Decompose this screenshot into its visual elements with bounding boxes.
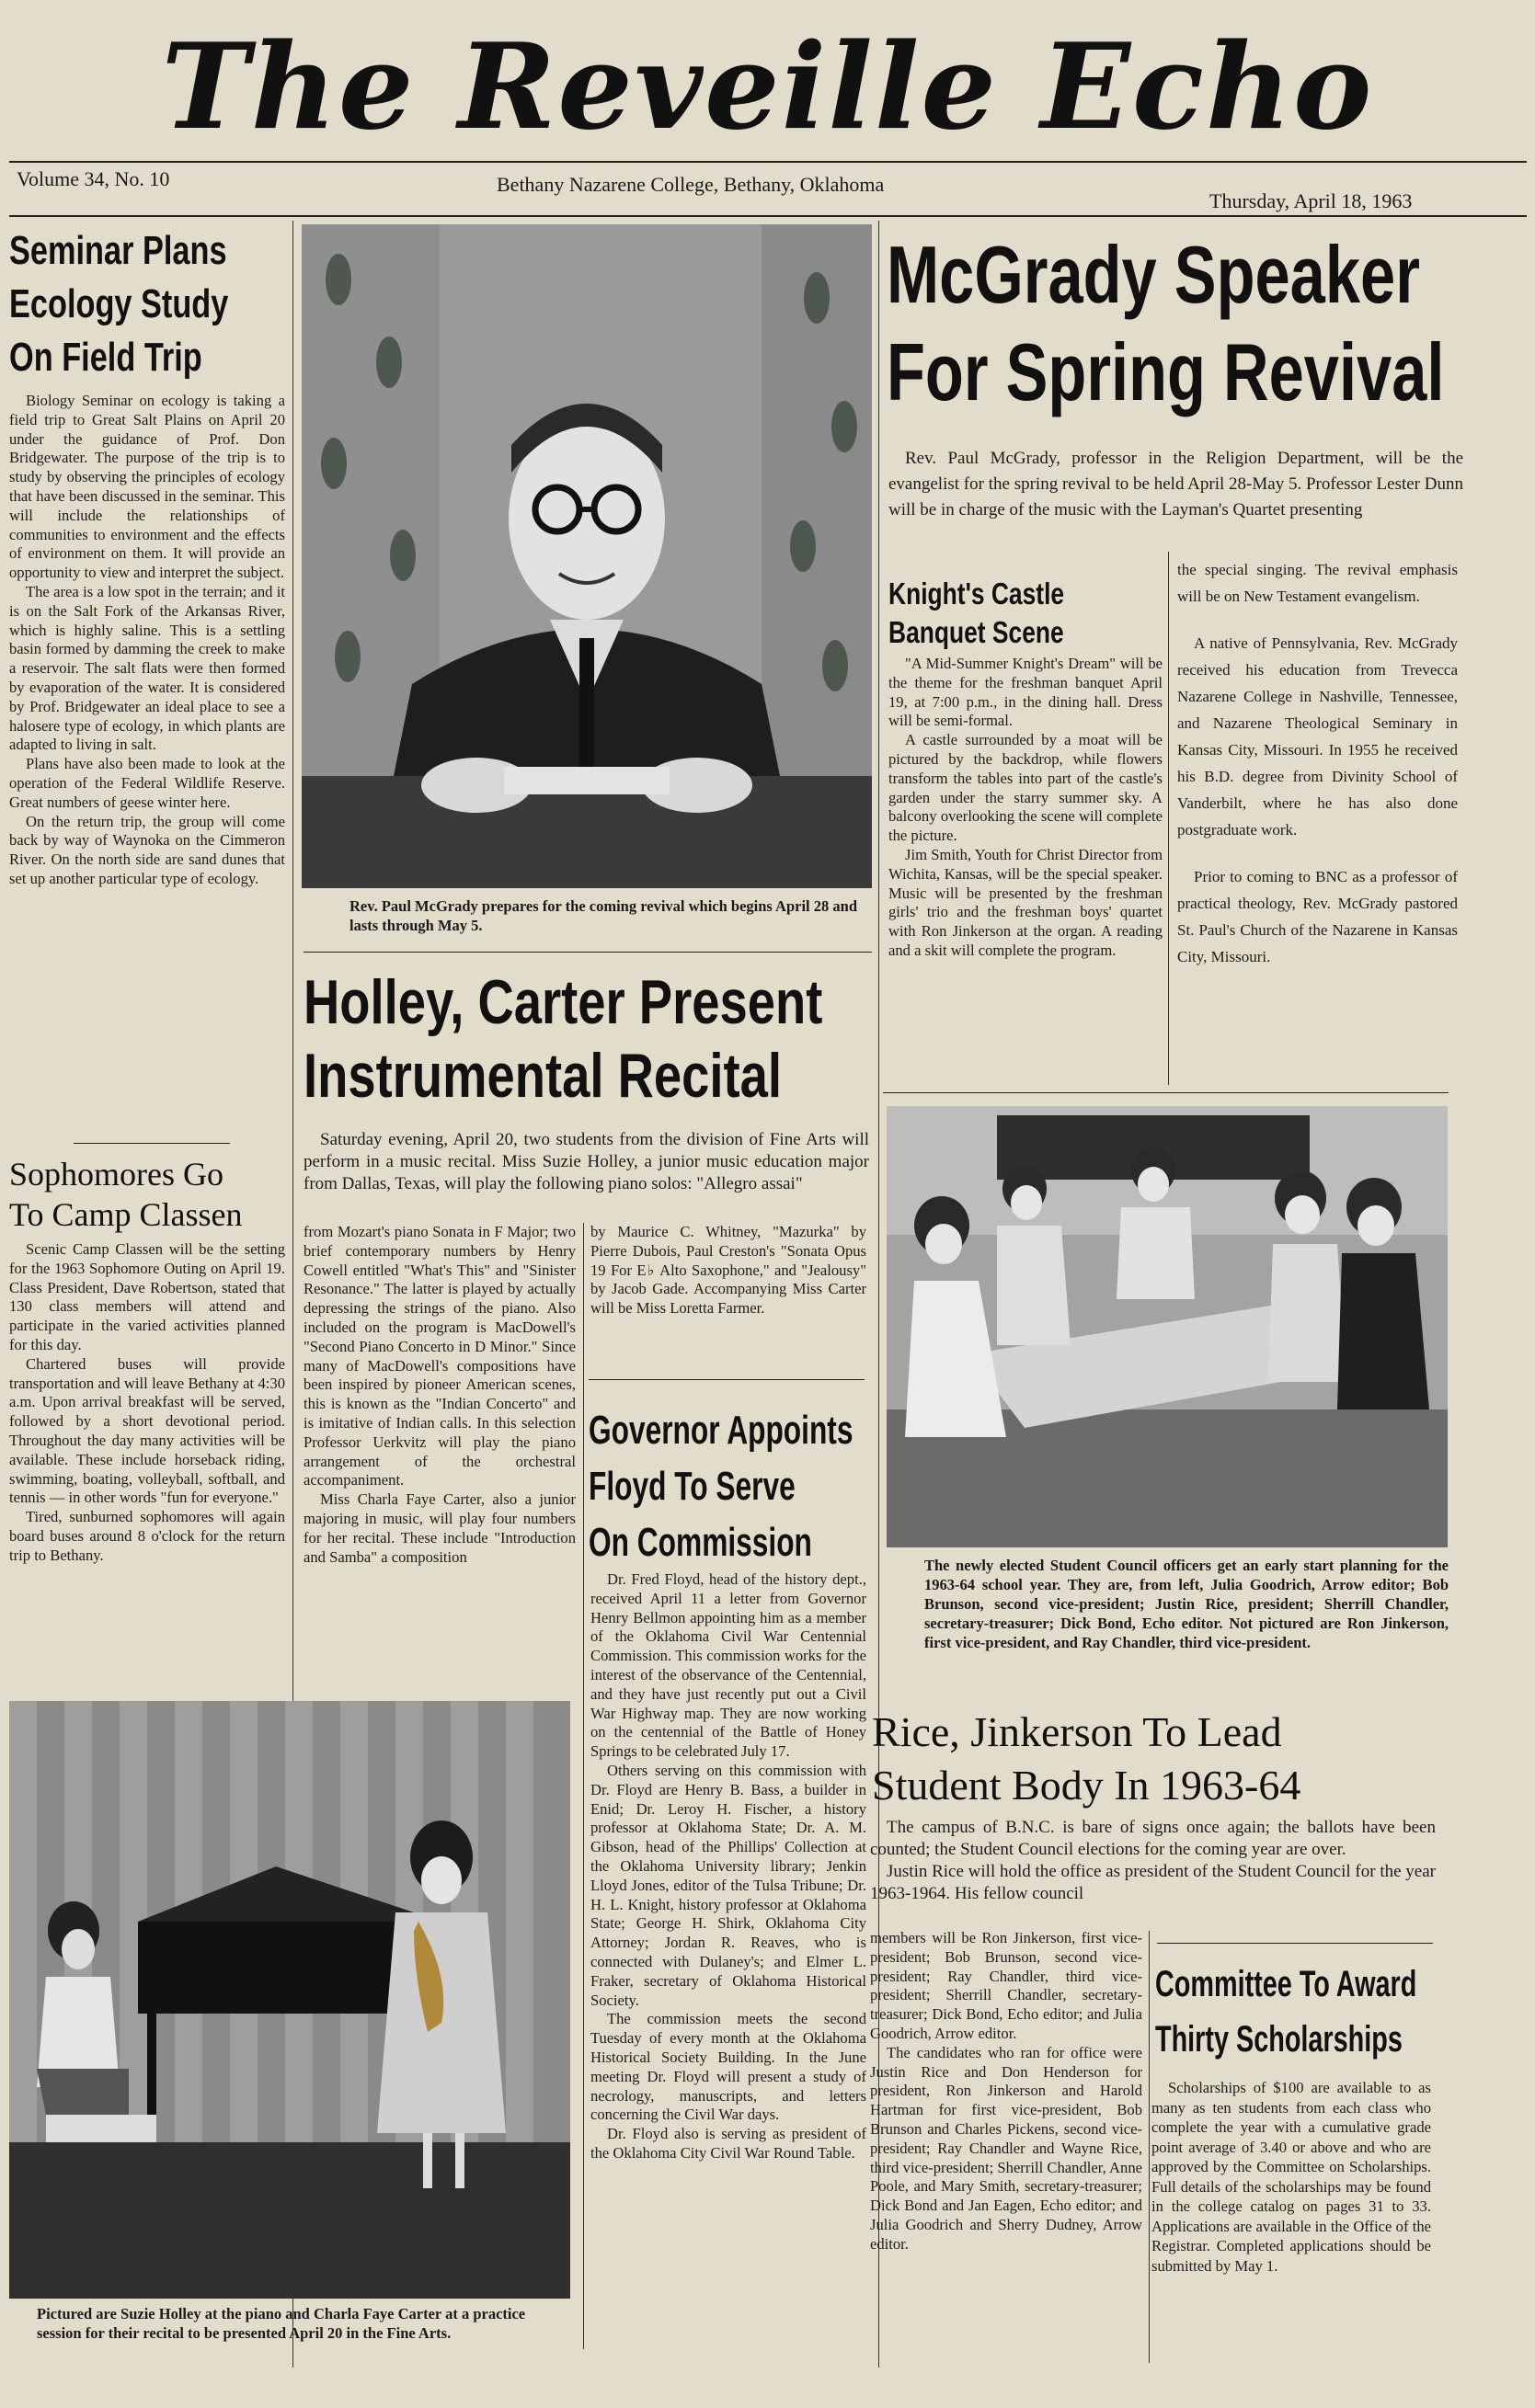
mcgrady-paragraph: A native of Pennsylvania, Rev. McGrady received his education from Trevecca Nazarene College in Nashville, Tennessee, and Nazarene Theological Seminary in Kansas City, Missouri. In 1955 he received his B.D. degree from Divinity School of Vanderbilt, where he has also done postgraduate work. [1177,634,1458,839]
sophomores-paragraph: Scenic Camp Classen will be the setting for the 1963 Sophomore Outing on April 19. Class President, Dave Robertson, stated that 130 class members will attend and participate in the varied activities planned for this day. [9,1240,285,1353]
sophomores-article [9,1154,285,1566]
recital-column-1 [304,1223,576,1567]
mcgrady-body [1177,556,1458,970]
seminar-paragraph: The area is a low spot in the terrain; and it is on the Salt Fork of the Arkansas River, which is highly saline. This is a settling basin formed by damming the creek to make a reservoir. The salt flats were then formed by evaporation of the water. It is considered by Prof. Bridgewater an ideal place to see a halosere type of ecology, in which plants are adapted to living in salt. [9,582,285,754]
mcgrady-paragraph: Prior to coming to BNC as a professor of practical theology, Rev. McGrady pastored St. Paul's Church of the Nazarene in Kansas City, Missouri. [1177,868,1458,965]
governor-headline-line-2: Floyd To Serve [589,1464,796,1509]
scholarships-paragraph: Scholarships of $100 are available to as many as ten students from each class who complete the year with a cumulative grade point average of 3.40 or above and who are approved by the Committee on Scholarships. Full details of the scholarships may be found in the college catalog on pages 31 to 33. Applications are available in the Office of the Registrar. Completed applications should be submitted by May 1. [1151,2079,1431,2275]
mcgrady-portrait-photo [302,224,872,888]
mcgrady-lead-paragraph: Rev. Paul McGrady, professor in the Religion Department, will be the evangelist for the spring revival to be held April 28-May 5. Professor Lester Dunn will be in charge of the music with the Layman's Quartet presenting [888,449,1463,519]
sophomores-paragraph: Tired, sunburned sophomores will again board buses around 8 o'clock for the return trip to Bethany. [9,1508,285,1564]
separator-rule [883,1092,1449,1093]
college-name: Bethany Nazarene College, Bethany, Oklahoma [497,173,885,196]
mcgrady-headline [887,226,1518,421]
student-council-caption: The newly elected Student Council officers get an early start planning for the 1963-64 school year. They are, from left, Julia Goodrich, Arrow editor; Bob Brunson, second vice-president; Justin Rice, president; Sherrill Chandler, secretary-treasurer; Dick Bond, Echo editor. Not pictured are Ron Jinkerson, first vice-president, and Ray Chandler, third vice-president. [924,1557,1449,1651]
scholarships-headline-line-1: Committee To Award [1155,1964,1417,2004]
recital-paragraph: Miss Charla Faye Carter, also a junior majoring in music, will play four numbers for her recital. These include "Introduction and Samba" a composition [304,1490,576,1566]
recital-lead-paragraph: Saturday evening, April 20, two students from the division of Fine Arts will perform in a music recital. Miss Suzie Holley, a junior music education major from Dallas, Texas, will play the following piano solos: "Allegro assai" [304,1130,869,1193]
column-rule-mcgrady [1168,552,1169,1085]
rice-lead-paragraph: Justin Rice will hold the office as president of the Student Council for the year 1963-1964. His fellow council [870,1862,1436,1903]
column-rule-rice [1149,1931,1150,2363]
governor-headline [589,1402,866,1570]
mcgrady-headline-line-2: For Spring Revival [887,326,1445,417]
rice-body [870,1929,1142,2254]
student-council-photo [887,1106,1448,1547]
mcgrady-photo-caption: Rev. Paul McGrady prepares for the coming revival which begins April 28 and lasts through May 5. [349,897,857,934]
governor-headline-line-1: Governor Appoints [589,1408,853,1453]
banquet-paragraph: A castle surrounded by a moat will be pictured by the backdrop, while flowers transform the tables into part of the castle's garden under the starry summer sky. A balcony overlooking the scene will complete the picture. [888,731,1163,845]
scholarships-headline [1155,1957,1460,2067]
sophomores-headline-line-1: Sophomores Go [9,1156,223,1193]
recital-headline-line-1: Holley, Carter Present [304,967,823,1037]
rice-paragraph: The candidates who ran for office were Justin Rice and Don Henderson for president, Ron Jinkerson and Harold Hartman for first vice-president, Bob Brunson and Charles Pickens, second vice-president; Ray Chandler and Wayne Rice, third vice-president; Sherrill Chandler, Anne Poole, and Mary Smith, secretary-treasurer; Dick Bond and Jan Eagen, Echo editor; and Julia Goodrich and Sherry Dudney, Arrow editor. [870,2043,1142,2253]
scholarships-headline-line-2: Thirty Scholarships [1155,2019,1403,2060]
portrait-illustration [302,224,872,888]
recital-headline [304,965,892,1113]
recital-photo-caption: Pictured are Suzie Holley at the piano and Charla Faye Carter at a practice session for their recital to be presented April 20 in the Fine Arts. [37,2305,526,2342]
recital-column-2 [590,1223,866,1318]
mcgrady-headline-line-1: McGrady Speaker [887,229,1420,320]
rice-lead-paragraph: The campus of B.N.C. is bare of signs once again; the ballots have been counted; the Student Council elections for the coming year are over. [870,1818,1436,1859]
separator-rule [1157,1943,1433,1944]
seminar-paragraph: Biology Seminar on ecology is taking a field trip to Great Salt Plains on April 20 under the guidance of Prof. Don Bridgewater. The purpose of the trip is to study by observing the principles of ecology that have been discussed in the seminar. This will include the relationships of communities to environment and the effects of environment on them. It will provide an opportunity to view and interpret the subject. [9,392,285,582]
rice-paragraph: members will be Ron Jinkerson, first vice-president; Bob Brunson, second vice-president; Ray Chandler, third vice-president; Sherrill Chandler, secretary-treasurer; Dick Bond, Echo editor; and Julia Goodrich, Arrow editor. [870,1929,1142,2042]
seminar-headline-line-2: Ecology Study [9,281,229,326]
seminar-paragraph: On the return trip, the group will come back by way of Waynoka on the Cimmeron River. On the north side are sand dunes that set up another particular type of ecology. [9,812,285,887]
governor-headline-line-3: On Commission [589,1520,812,1565]
banquet-headline-line-2: Banquet Scene [888,615,1064,649]
council-illustration [887,1106,1448,1547]
rice-lead [870,1817,1436,1905]
mcgrady-lead [888,446,1463,523]
masthead-title: The Reveille Echo [161,18,1374,156]
masthead-rule-top [9,161,1527,163]
seminar-article [9,224,285,889]
governor-body [590,1570,866,2163]
recital-lead [304,1129,869,1195]
separator-rule [74,1143,230,1144]
recital-paragraph: from Mozart's piano Sonata in F Major; two brief contemporary numbers by Henry Cowell entitled "What's This" and "Sinister Resonance." The latter is played by actually depressing the strings of the piano. Also included on the program is MacDowell's "Second Piano Concerto in D Minor." Since many of MacDowell's compositions have been inspired by pioneer American scenes, this is known as the "Indian Concerto" and is imitative of Indian calls. In this selection Professor Uerkvitz will play the piano arrangement of the orchestral accompaniment. [304,1223,576,1489]
mcgrady-paragraph: the special singing. The revival emphasis will be on New Testament evangelism. [1177,561,1458,605]
banquet-headline [888,575,1168,652]
seminar-headline-line-1: Seminar Plans [9,228,227,273]
recital-paragraph: by Maurice C. Whitney, "Mazurka" by Pierre Dubois, Paul Creston's "Sonata Opus 19 For E♭ Alto Saxophone," and "Jealousy" by Jacob Gade. Accompanying Miss Carter will be Miss Loretta Farmer. [590,1223,866,1318]
banquet-headline-line-1: Knight's Castle [888,576,1065,611]
rice-headline [872,1706,1300,1812]
rice-headline-line-2: Student Body In 1963-64 [872,1762,1301,1809]
separator-rule [304,952,872,953]
recital-illustration [9,1701,570,2299]
sophomores-body [9,1240,285,1566]
governor-paragraph: Others serving on this commission with Dr. Floyd are Henry B. Bass, a builder in Enid; Dr. Leroy H. Fischer, a history professor at Oklahoma State; Dr. A. M. Gibson, head of the Phillips' Collection at the Oklahoma University library; Jenkin Lloyd Jones, editor of the Tulsa Tribune; Dr. H. L. Knight, history professor at Oklahoma State; George H. Shirk, Oklahoma City Attorney; Jordan R. Reaves, who is connected with Dulaney's; and Elmer L. Fraker, secretary of Oklahoma Historical Society. [590,1761,866,2009]
governor-paragraph: Dr. Fred Floyd, head of the history dept., received April 11 a letter from Governor Henry Bellmon appointing him as a member of the Oklahoma Civil War Centennial Commission. This commission works for the interest of the observance of the Centennial, and they have just recently put out a Civil War Highway map. They are now working on the centennial of the Battle of Honey Springs to be celebrated July 17. [590,1570,866,1761]
masthead-rule-bottom [9,215,1527,217]
governor-paragraph: The commission meets the second Tuesday of every month at the Oklahoma Historical Society Building. In the June meeting Dr. Floyd will present a study of necrology, manuscripts, and letters concerning the Civil War days. [590,2010,866,2124]
governor-paragraph: Dr. Floyd also is serving as president of the Oklahoma City Civil War Round Table. [590,2125,866,2162]
volume-number: Volume 34, No. 10 [17,167,170,190]
sophomores-headline-line-2: To Camp Classen [9,1196,243,1233]
banquet-paragraph: Jim Smith, Youth for Christ Director from Wichita, Kansas, will be the special speaker. Music will be presented by the freshman girls' trio and the freshman boys' quartet with Ron Jinkerson at the organ. A reading and a skit will complete the program. [888,845,1163,959]
banquet-paragraph: "A Mid-Summer Knight's Dream" will be the theme for the freshman banquet April 19, at 7:00 p.m., in the dining hall. Dress will be semi-formal. [888,655,1163,730]
seminar-paragraph: Plans have also been made to look at the operation of the Federal Wildlife Reserve. Great numbers of geese winter here. [9,755,285,811]
recital-headline-line-2: Instrumental Recital [304,1041,782,1111]
scholarships-body [1151,2078,1431,2276]
separator-rule [589,1379,865,1380]
issue-date: Thursday, April 18, 1963 [1209,189,1413,212]
banquet-body [888,655,1163,961]
column-rule-recital [583,1223,584,2349]
recital-photo [9,1701,570,2299]
sophomores-paragraph: Chartered buses will provide transportation and will leave Bethany at 4:30 a.m. Upon arrival breakfast will be served, followed by a short devotional period. Throughout the day many activities will be available. These include horseback riding, swimming, boating, volleyball, softball, and tennis — in other words "fun for everyone." [9,1354,285,1507]
seminar-body [9,392,285,889]
rice-headline-line-1: Rice, Jinkerson To Lead [872,1708,1282,1755]
seminar-headline-line-3: On Field Trip [9,335,202,380]
